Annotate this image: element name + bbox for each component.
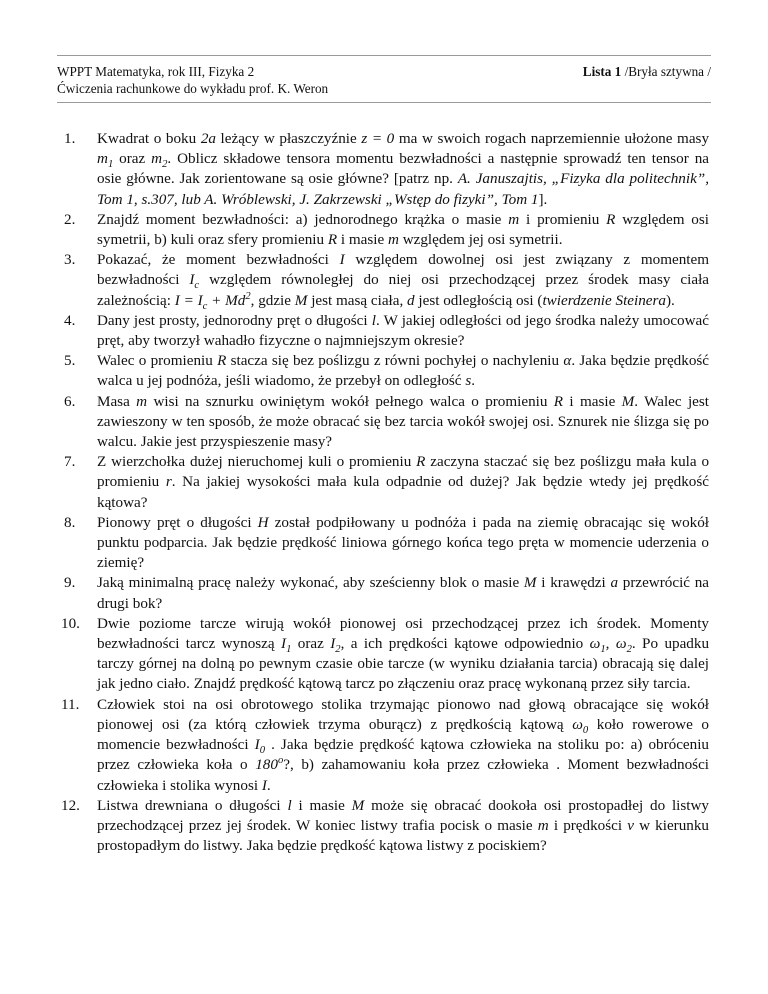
problem-number: 1. bbox=[64, 130, 76, 147]
problem-9 bbox=[64, 573, 710, 613]
problem-3 bbox=[64, 250, 710, 312]
math-inline: R bbox=[553, 392, 564, 410]
problem-number: 9. bbox=[64, 574, 76, 592]
problem-text: Listwa drewniana o długości bbox=[97, 796, 288, 814]
problem-text: i promieniu bbox=[519, 210, 607, 228]
list-topic: /Bryła sztywna / bbox=[621, 64, 711, 79]
problem-text: , gdzie bbox=[250, 291, 295, 309]
math-inline: R bbox=[327, 231, 338, 249]
problem-text: względem osi symetrii, b) kuli oraz sfery promieniu bbox=[97, 210, 709, 249]
problem-12 bbox=[61, 796, 710, 857]
problem-text: Dany jest prosty, jednorodny pręt o długości bbox=[97, 311, 372, 329]
problem-text: koło rowerowe o momencie bezwładności bbox=[97, 715, 709, 754]
course-title: WPPT Matematyka, rok III, Fizyka 2 bbox=[57, 64, 255, 79]
math-inline: R bbox=[416, 453, 426, 471]
problem-number: 4. bbox=[64, 311, 76, 329]
problem-number: 10. bbox=[61, 614, 80, 632]
problem-text: przewrócić na drugi bok? bbox=[97, 574, 710, 612]
course-subtitle: Ćwiczenia rachunkowe do wykładu prof. K. Weron bbox=[57, 81, 329, 96]
problem-text: Walec o promieniu bbox=[97, 352, 218, 370]
problem-number: 3. bbox=[64, 251, 76, 269]
problem-text: . bbox=[266, 776, 271, 794]
problem-text: ). bbox=[665, 291, 675, 309]
problem-text: oraz bbox=[113, 150, 152, 168]
math-inline: R bbox=[217, 352, 227, 370]
problem-7 bbox=[64, 452, 710, 513]
math-inline: m bbox=[136, 392, 148, 410]
math-inline: m bbox=[508, 210, 520, 228]
problem-1 bbox=[64, 129, 710, 210]
math-inline: l bbox=[371, 311, 376, 329]
math-inline: 2a bbox=[200, 130, 216, 147]
math-inline: R bbox=[606, 210, 616, 228]
problem-text: i krawędzi bbox=[536, 574, 611, 592]
steiner-formula: $I = I_c + Md^2$ bbox=[174, 290, 251, 312]
math-inline: $m_2$ bbox=[151, 150, 168, 171]
problem-text: ?, b) zahamowaniu koła przez człowieka . Moment bezwładności człowieka i stolika wynosi bbox=[97, 756, 709, 794]
math-inline: v bbox=[627, 816, 634, 834]
problem-text: Masa bbox=[97, 392, 137, 410]
header-left bbox=[57, 63, 328, 97]
problem-text: . Na jakiej wysokości mała kula odpadnie od dużej? Jak będzie wtedy jej prędkość kątowa? bbox=[97, 473, 709, 511]
list-number: Lista 1 bbox=[582, 64, 622, 79]
problem-text: względem jej osi symetrii. bbox=[398, 231, 563, 249]
math-inline: $m_1$ bbox=[97, 150, 114, 171]
problem-text: i masie bbox=[563, 392, 622, 410]
math-inline: M bbox=[294, 291, 308, 309]
problem-text: . Po upadku tarczy górnej na dolną po pewnym czasie obie tarcze (w wyniku działania tarcia) obracają się dalej jak jedno ciało. Znajdź prędkość kątową tarcz po złączeniu oraz pracę wykonaną przez siły tarcia. bbox=[97, 635, 710, 693]
math-inline: M bbox=[351, 796, 365, 814]
problem-text: i prędkości bbox=[548, 816, 628, 834]
math-inline: M bbox=[523, 574, 537, 592]
problem-text: może się obracać dookoła osi prostopadłej do listwy przechodzącej przez jej środek. W koniec listwy trafia pocisk o masie bbox=[97, 796, 709, 834]
problem-list bbox=[61, 129, 710, 856]
problem-text: . Walec jest zawieszony w ten sposób, że może obracać się bez tarcia wokół swojej osi. Sznurek nie ślizga się po walcu. Jakie jest przyspieszenie masy? bbox=[97, 392, 709, 451]
math-inline: $\omega_1$, $\omega_2$ bbox=[589, 635, 632, 656]
math-inline: M bbox=[621, 392, 635, 410]
header-top-rule bbox=[57, 55, 711, 56]
problem-2 bbox=[64, 210, 709, 250]
problem-text: ma w swoich rogach naprzemiennie ułożone masy bbox=[394, 130, 710, 147]
problem-text: oraz bbox=[291, 635, 331, 653]
problem-5 bbox=[64, 351, 710, 391]
problem-text: Z wierzchołka dużej nieruchomej kuli o promieniu bbox=[97, 453, 417, 471]
math-inline: $\omega_0$ bbox=[572, 715, 589, 736]
problem-text: Dwie poziome tarcze wirują wokół pionowej osi przechodzącej przez ich środek. Momenty bezwładności tarcz wynoszą bbox=[97, 614, 709, 653]
problem-text: Pionowy pręt o długości bbox=[97, 513, 258, 531]
math-inline: I bbox=[261, 776, 267, 794]
problem-number: 7. bbox=[64, 453, 76, 471]
problem-text: względem dowolnej osi jest związany z momentem bezwładności bbox=[97, 251, 709, 289]
problem-text: . Jaka będzie prędkość kątowa człowieka na stoliku po: a) obróceniu przez człowieka koła o bbox=[97, 736, 709, 774]
problem-11 bbox=[61, 695, 709, 796]
problem-number: 5. bbox=[64, 352, 76, 370]
math-inline: $I_0$ bbox=[254, 736, 265, 757]
problem-text: jest masą ciała, bbox=[307, 291, 408, 309]
problem-text: , a ich prędkości kątowe odpowiednio bbox=[340, 635, 590, 653]
problem-text: jest odległością osi ( bbox=[414, 291, 543, 309]
math-inline: I bbox=[339, 251, 345, 269]
math-inline: α bbox=[563, 352, 572, 370]
problem-text: leżący w płaszczyźnie bbox=[215, 130, 362, 147]
problem-number: 8. bbox=[64, 513, 76, 531]
problem-text: zaczyna staczać się bez poślizgu mała kula o promieniu bbox=[97, 453, 710, 491]
problem-text: . Oblicz składowe tensora momentu bezwładności a następnie sprowadź ten tensor na osie główne. Jak zorientowane są osie główne? [patrz np. bbox=[97, 150, 709, 188]
problem-text: . Jaka będzie prędkość walca u jej podnóża, jeśli wiadomo, że przebył on odległość bbox=[97, 352, 710, 390]
page-header bbox=[57, 63, 711, 97]
math-inline: l bbox=[287, 796, 292, 814]
math-inline: H bbox=[257, 513, 269, 531]
problem-text: wisi na sznurku owiniętym wokół pełnego walca o promieniu bbox=[147, 392, 554, 410]
math-inline: $I_c$ bbox=[189, 271, 200, 292]
math-inline: $I_1$ bbox=[281, 635, 292, 656]
header-right bbox=[583, 63, 711, 80]
problem-text: Kwadrat o boku bbox=[97, 130, 201, 147]
problem-number: 2. bbox=[64, 210, 76, 228]
math-inline: r bbox=[165, 473, 172, 491]
problem-text: i masie bbox=[291, 796, 352, 814]
reference-citation: A. Januszajtis, „Fizyka dla politechnik”, Tom 1, s.307, lub A. Wróblewski, J. Zakrzewski „Wstęp do fizyki”, Tom 1 bbox=[97, 170, 709, 208]
theorem-name: twierdzenie Steinera bbox=[542, 291, 666, 309]
problem-8 bbox=[64, 513, 709, 574]
math-inline: s bbox=[465, 372, 472, 390]
problem-text: w kierunku prostopadłym do listwy. Jaka będzie prędkość kątowa listwy z pociskiem? bbox=[97, 816, 710, 855]
problem-text: względem równoległej do niej osi przechodzącej przez środek masy ciała zależnością: bbox=[97, 271, 710, 309]
problem-text: ]. bbox=[538, 190, 548, 208]
problem-text: Człowiek stoi na osi obrotowego stolika trzymając pionowo nad głową obracające się wokół pionowej osi (za którą człowiek trzyma oburącz) z prędkością kątową bbox=[97, 695, 709, 733]
math-inline: 180$^o$ bbox=[255, 755, 284, 774]
problem-text: . W jakiej odległości od jego środka należy umocować pręt, aby tworzył wahadło fizyczne o najmniejszym okresie? bbox=[97, 311, 709, 350]
math-inline: d bbox=[407, 291, 415, 309]
header-bottom-rule bbox=[57, 102, 711, 103]
math-inline: a bbox=[610, 574, 619, 592]
problem-text: Jaką minimalną pracę należy wykonać, aby sześcienny blok o masie bbox=[97, 574, 524, 592]
problem-number: 12. bbox=[61, 796, 80, 814]
problem-10 bbox=[61, 614, 710, 695]
problem-text: Pokazać, że moment bezwładności bbox=[97, 251, 340, 269]
problem-text: Znajdź moment bezwładności: a) jednorodnego krążka o masie bbox=[97, 210, 509, 228]
problem-text: stacza się bez poślizgu z równi pochyłej o nachyleniu bbox=[226, 352, 564, 370]
problem-6 bbox=[64, 392, 709, 453]
math-inline: $I_2$ bbox=[330, 635, 341, 656]
problem-4 bbox=[64, 311, 709, 351]
math-inline: m bbox=[387, 231, 399, 249]
problem-text: został podpiłowany u podnóża i pada na ziemię obracając się wokół punktu podparcia. Jak będzie prędkość liniowa górnego końca tego pręta w momencie uderzenia o ziemię? bbox=[97, 513, 709, 572]
problem-number: 11. bbox=[61, 695, 80, 713]
problem-text: . bbox=[471, 372, 476, 390]
problem-number: 6. bbox=[64, 392, 76, 410]
problem-text: i masie bbox=[337, 231, 388, 249]
math-inline: z = 0 bbox=[361, 130, 395, 147]
math-inline: m bbox=[537, 816, 549, 834]
